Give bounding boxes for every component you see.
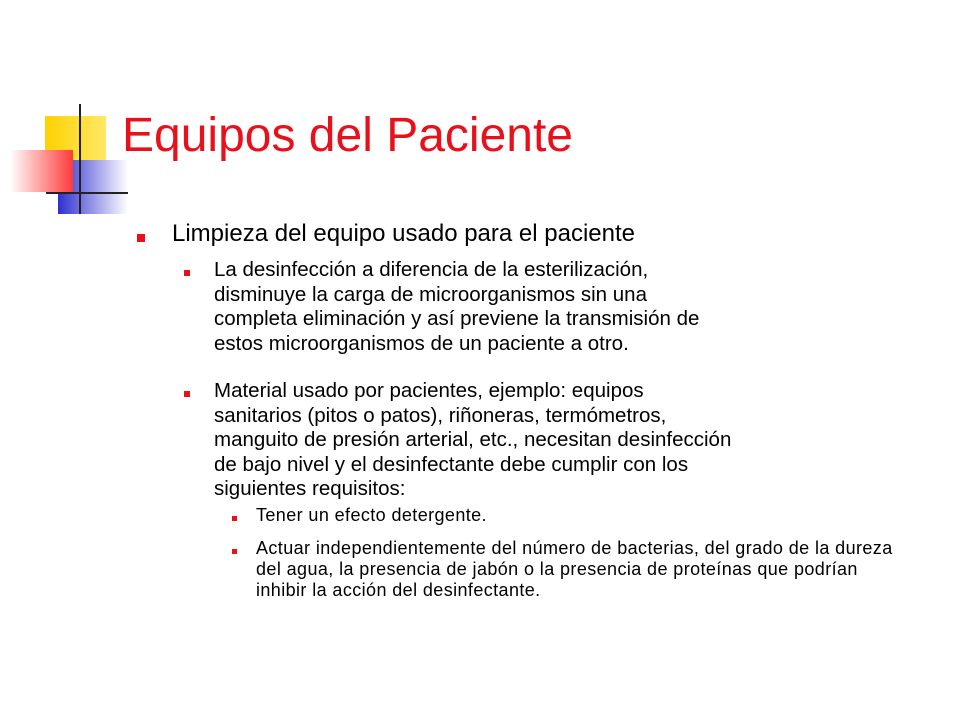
bullet-item-level3 xyxy=(256,538,896,601)
bullet-item-level3 xyxy=(256,505,896,526)
bullet-marker xyxy=(232,516,237,521)
bullet-text: La desinfección a diferencia de la esterilización, disminuye la carga de microorganismos sin una completa eliminación y así previene la transmisión de estos microorganismos de un paciente a otro. xyxy=(214,258,700,355)
slide-title: Equipos del Paciente xyxy=(122,109,573,162)
bullet-text: Material usado por pacientes, ejemplo: equipos sanitarios (pitos o patos), riñoneras, termómetros, manguito de presión arterial, etc., necesitan desinfección de bajo nivel y el desinfectante debe cumplir con los siguientes requisitos: xyxy=(214,379,732,500)
bullet-item-level1 xyxy=(172,219,892,249)
bullet-text: Actuar independientemente del número de bacterias, del grado de la dureza del agua, la presencia de jabón o la presencia de proteínas que podrían inhibir la acción del desinfectante. xyxy=(256,538,893,600)
bullet-text: Limpieza del equipo usado para el paciente xyxy=(172,220,635,247)
bullet-item-level2 xyxy=(214,258,734,356)
bullet-marker xyxy=(184,391,190,397)
bullet-marker xyxy=(137,234,145,242)
bullet-marker xyxy=(184,270,190,276)
bullet-marker xyxy=(232,549,237,554)
bullet-text: Tener un efecto detergente. xyxy=(256,505,487,525)
bullet-item-level2 xyxy=(214,379,734,502)
